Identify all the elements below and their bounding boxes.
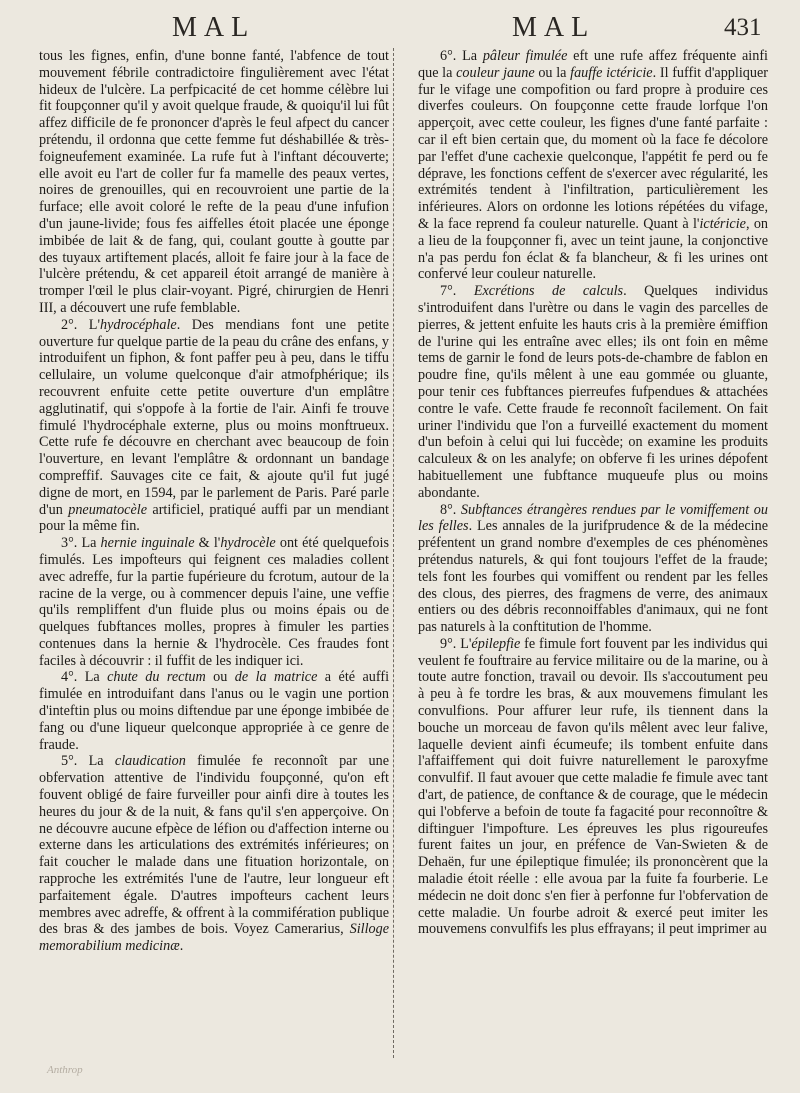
paragraph xyxy=(418,502,768,636)
text-run: 2°. L' xyxy=(61,316,101,333)
italic-term: de la matrice xyxy=(234,669,318,686)
text-run: . Les annales de la jurifprudence & de la médecine préfentent un grand nombre d'exemples de ces phénomènes prétendus naturels, & qui font toujours l'effet de la fraude; tels font les fourbes qui vomiffent ou rendent par les felles des clous, des pierres, des fragmens de verre, des animaux entiers ou des débris reconnoiffables d'animaux, qui ne font pas naturels à la conftitution de l'homme. xyxy=(418,518,769,636)
text-run: ont été quelquefois fimulés. Les impofteurs qui feignent ces maladies collent avec adreffe, fur la partie fupérieure du fcrotum, autour de la racine de la verge, ou à commencer depuis l'aine, une veffie qu'ils rempliffent d'un fluide plus ou moins épais ou de quelques fubftances molles, propres à fimuler les parties contenues dans la hernie & l'hydrocèle. Ces fraudes font faciles à découvrir : il fuffit de les indiquer ici. xyxy=(39,535,389,669)
italic-term: claudication xyxy=(114,753,186,770)
italic-term: Subftances étrangères rendues par le vomiffement ou les felles xyxy=(418,501,768,535)
running-head-left: MAL xyxy=(172,12,256,43)
column-divider xyxy=(393,48,394,1058)
italic-term: fauffe ictéricie xyxy=(570,64,653,81)
page-number: 431 xyxy=(724,14,762,41)
library-stamp: Anthrop xyxy=(47,1064,83,1076)
text-run: ou xyxy=(205,669,235,686)
italic-term: hernie inguinale xyxy=(100,535,195,552)
text-run: . xyxy=(179,938,184,955)
right-column xyxy=(418,48,768,938)
text-run: fimulée fe reconnoît par une obfervation attentive de l'individu foupçonné, qu'on eft fouvent obligé de faire furveiller pour ainfi dire à toutes les heures du jour & de la nuit, & fans qu'il s'en apperçoive. On ne découvre aucune efpèce de léfion ou d'affection interne ou externe dans les articulations des extrémités inférieures; on fait coucher le malade dans une fituation horizontale, on rapproche les extrémités l'une de l'autre, leur longueur eft parfaitement égale. D'autres impofteurs cachent leurs membres avec adreffe, & offrent à la commifération publique des bras & des jambes de bois. Voyez Camerarius, xyxy=(39,753,389,938)
paragraph xyxy=(39,535,389,669)
text-run: & l' xyxy=(194,535,221,552)
text-run: fe fimule fort fouvent par les individus qui veulent fe fouftraire au fervice militaire ou de la marine, ou à toute autre fonction, travail ou devoir. Ils s'accoutument peu à peu à fe tordre les bras, & aux mouvemens fimulant les convulfions. Pour affurer leur rufe, ils tiennent dans la bouche un morceau de favon qu'ils mêlent avec leur falive, laquelle devient ainfi écumeufe; ils tombent enfuite dans l'affaiffement qui doit fuivre naturellement le paroxyfme convulfif. Il faut avouer que cette maladie fe fimule avec tant d'art, de patience, de conftance & de courage, que le médecin qui l'obferve a befoin de toute fa fagacité pour reconnoître & diftinguer l'impofture. Les épreuves les plus rigoureufes furent faites un jour, en préfence de Van-Swieten & de Dehaën, fur une épileptique fimulée; ils prononcèrent que la maladie étoit réelle : elle avoua par la fuite fa fourberie. Le médecin ne doit donc s'en fier à perfonne fur l'obfervation de cette maladie. Un fourbe adroit & exercé peut imiter les mouvemens convulfifs les plus effrayans; il peut imprimer au xyxy=(418,635,768,938)
italic-term: Excrétions de calculs xyxy=(473,283,624,300)
text-run: 5°. La xyxy=(61,753,115,770)
paragraph xyxy=(39,753,389,955)
text-run: . Il fuffit d'appliquer fur le vifage une compofition ou fard propre à produire ces diverfes couleurs. On foupçonne cette fraude lorfque l'on apperçoit, avec cette couleur, les fignes d'une fanté parfaite : car il eft bien certain que, du moment où la face fe décolore par l'effet d'une cachexie quelconque, l'appétit fe perd ou fe déprave, les fonctions ceffent de s'exercer avec régularité, les extrémités tendent à l'infiltration, particulièrement les inférieures. Alors on ordonne les lotions répétées du vifage, & la face reprend fa couleur naturelle. Quant à l' xyxy=(418,64,768,232)
italic-term: Silloge memorabilium medicinæ xyxy=(39,921,389,955)
italic-term: hydrocéphale xyxy=(100,316,177,333)
italic-term: ictéricie xyxy=(699,215,746,232)
text-run: ou la xyxy=(534,64,571,81)
text-run: 6°. La xyxy=(440,48,483,64)
paragraph xyxy=(418,283,768,501)
paragraph xyxy=(39,48,389,317)
text-run: 8°. xyxy=(440,501,461,518)
paragraph xyxy=(39,669,389,753)
text-run: 9°. L' xyxy=(440,635,472,652)
italic-term: chute du rectum xyxy=(107,669,206,686)
paragraph xyxy=(418,636,768,938)
text-run: a été auffi fimulée en introduifant dans l'anus ou le vagin une portion d'inteftin plus ou moins diftendue par une éponge imbibée de fang ou d'une liqueur quelconque appropriée à ce genre de fraude. xyxy=(39,669,390,753)
left-column xyxy=(39,48,389,955)
italic-term: couleur jaune xyxy=(456,64,535,81)
italic-term: hydrocèle xyxy=(220,535,276,552)
text-run: eft une rufe affez fréquente ainfi que la xyxy=(418,48,768,81)
text-run: 4°. La xyxy=(61,669,108,686)
text-run: . Des mendians font une petite ouverture fur quelque partie de la peau du crâne des enfans, y introduifent un fiphon, & font paffer peu à peu, dans le tiffu cellulaire, un volume quelconque d'air atmofphérique; ils recouvrent enfuite cette petite ouverture d'un emplâtre agglutinatif, qui s'oppofe à la fortie de l'air. Ainfi fe trouve fimulé l'hydrocéphale externe, plus ou moins monftrueux. Cette rufe fe découvre en cherchant avec beaucoup de foin l'ouverture, en levant l'emplâtre & ordonnant un bandage compreffif. Sauvages cite ce fait, & ajoute qu'il fut jugé digne de mort, en 1594, par le parlement de Paris. Paré parle d'un xyxy=(39,316,389,518)
italic-term: épilepfie xyxy=(471,635,521,652)
text-run: tous les fignes, enfin, d'une bonne fanté, l'abfence de tout mouvement fébrile contradictoire fingulièrement avec l'état hideux de l'ulcère. La perfpicacité de cet homme célèbre lui fit foupçonner qu'il y avoit quelque fraude, & quoiqu'il lui fût affez difficile de fe prononcer d'après le feul afpect du cancer prétendu, il ordonna que cette femme fut déshabillée & très-foigneufement examinée. La rufe fut à l'inftant découverte; elle avoit eu l'art de coller fur fa mamelle des peaux vertes, noires de grenouilles, qui en recouvroient une partie de la furface; elle avoit coloré le refte de la peau d'une infufion d'un jaune-livide; fous fes aiffelles étoit placée une éponge imbibée de lait & de fang, qui, coulant goutte à goutte par des tuyaux artiftement placés, alloit fe faire jour à la face de l'ulcère prétendu, & cet appareil étoit arrangé de manière à tromper l'œil le plus clair-voyant. Pigré, chirurgien de Henri III, a découvert une rufe femblable. xyxy=(39,48,389,316)
text-run: , on a lieu de la foupçonner fi, avec un teint jaune, la conjonctive n'a pas perdu fon éclat & fa blancheur, & fi les urines ont confervé leur couleur naturelle. xyxy=(418,215,769,283)
italic-term: pneumatocèle xyxy=(68,501,148,518)
paragraph xyxy=(39,317,389,535)
italic-term: pâleur fimulée xyxy=(482,48,568,64)
text-run: artificiel, pratiqué auffi par un mendiant pour la même fin. xyxy=(39,501,389,535)
text-run: 7°. xyxy=(440,283,474,300)
running-head-right: MAL xyxy=(512,12,596,43)
paragraph xyxy=(418,48,768,283)
text-run: . Quelques individus s'introduifent dans l'urètre ou dans le vagin des parcelles de pierres, & jettent enfuite les hauts cris à la première émiffion de l'urine qui les entraîne avec elles; ils ont foin en même tems de garnir le fond de leurs pots-de-chambre de fablon en poudre fine, qu'ils mêlent à une eau gommée ou gluante, pour tenir ces fubftances pierreufes fufpendues & attachées contre le vafe. Cette fraude fe reconnoît facilement. On fait uriner l'individu que l'on a furveillé exactement du moment d'un befoin à celui qui lui fuccède; on examine les produits calculeux & on les analyfe; on obferve fi les urines dépofent habituellement une fubftance muqueufe plus ou moins abondante. xyxy=(418,283,768,501)
text-run: 3°. La xyxy=(61,535,101,552)
